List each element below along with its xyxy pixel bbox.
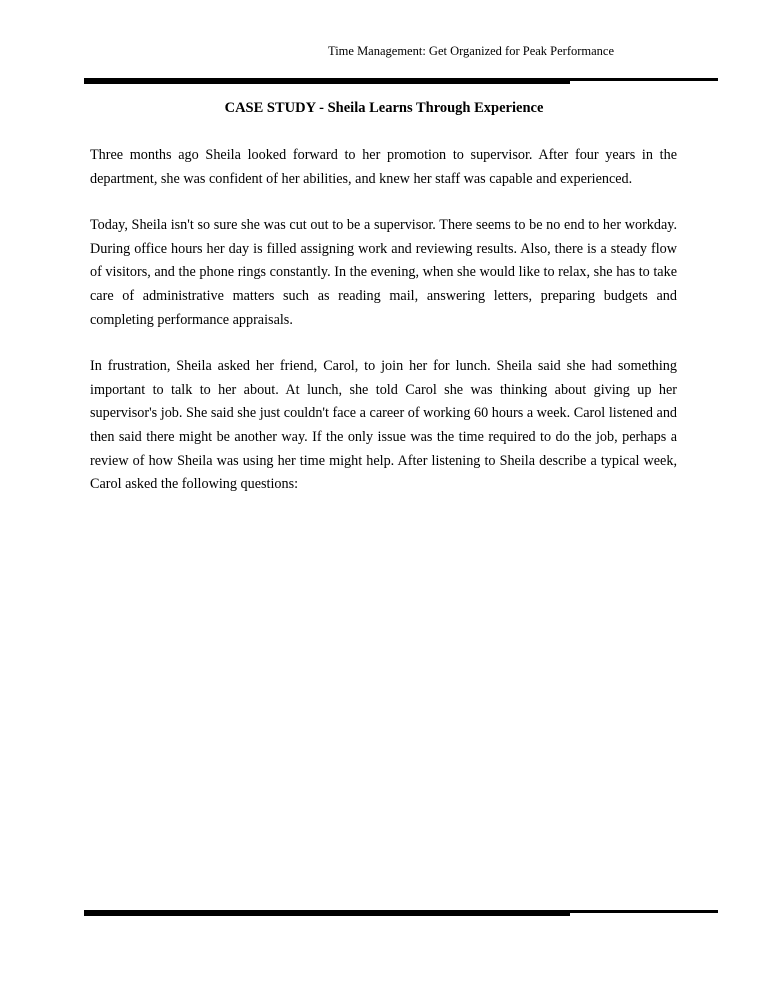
paragraph-3: In frustration, Sheila asked her friend, Carol, to join her for lunch. Sheila said she had something important to talk to her about. At lunch, she told Carol she was thinking about giving up her supervisor's job. She said she just couldn't face a career of working 60 hours a week. Carol listened and then said there might be another way. If the only issue was the time required to do the job, perhaps a review of how Sheila was using her time might help. After listening to Sheila describe a typical week, Carol asked the following questions: bbox=[90, 358, 677, 493]
case-study-body bbox=[90, 144, 677, 520]
footer-rule bbox=[84, 908, 718, 916]
paragraph-2: Today, Sheila isn't so sure she was cut out to be a supervisor. There seems to be no end to her workday. During office hours her day is filled assigning work and reviewing results. Also, there is a steady flow of visitors, and the phone rings constantly. In the evening, when she would like to relax, she has to take care of administrative matters such as reading mail, answering letters, preparing budgets and completing performance appraisals. bbox=[90, 217, 677, 328]
paragraph-1: Three months ago Sheila looked forward to her promotion to supervisor. After four years in the department, she was confident of her abilities, and knew her staff was capable and experienced. bbox=[90, 147, 677, 187]
case-study-title-text: CASE STUDY - Sheila Learns Through Experience bbox=[224, 100, 544, 116]
header-rule-thin bbox=[570, 78, 718, 81]
running-header: Time Management: Get Organized for Peak Performance bbox=[328, 44, 615, 58]
header-rule-thick bbox=[84, 78, 570, 84]
footer-rule-thick bbox=[84, 910, 570, 916]
footer-rule-thin bbox=[570, 910, 718, 913]
header-rule bbox=[84, 76, 718, 84]
case-study-title bbox=[0, 99, 768, 117]
